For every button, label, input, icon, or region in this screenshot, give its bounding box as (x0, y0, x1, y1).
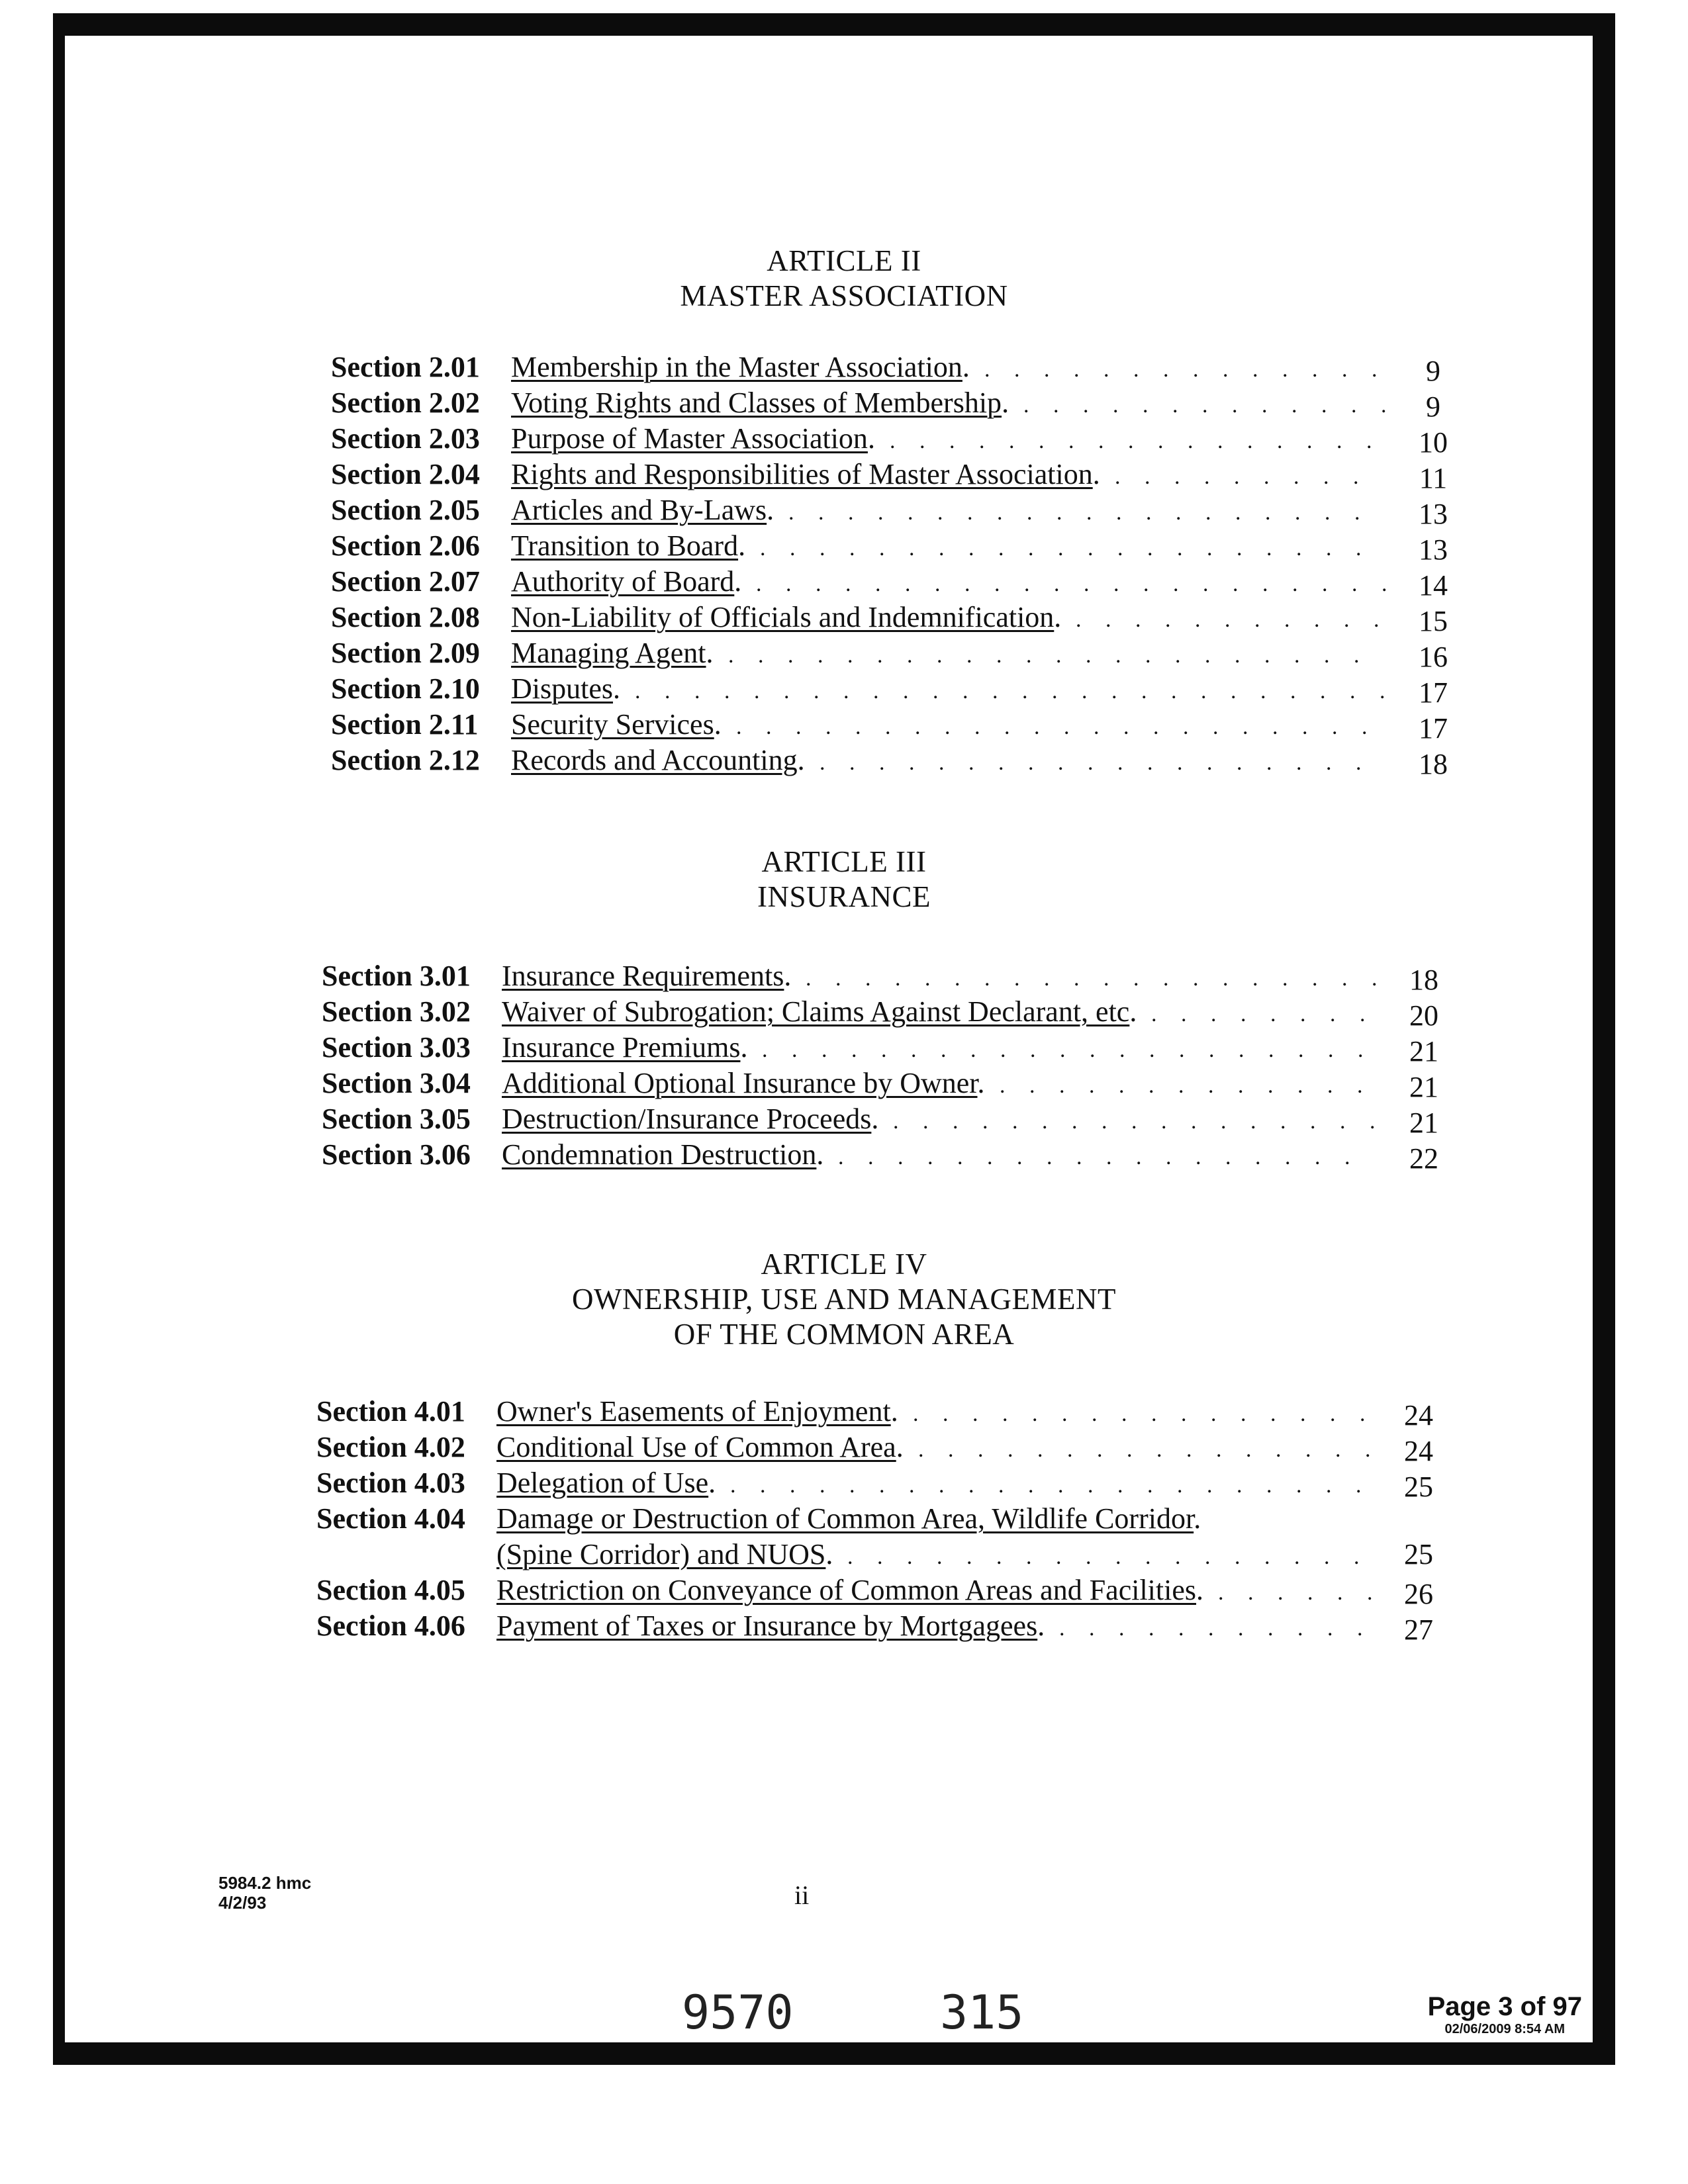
section-number: Section 3.02 (322, 995, 471, 1028)
section-title: Condemnation Destruction (502, 1138, 817, 1171)
toc-entry: Section 2.01 Membership in the Master Association. . . . . . . . . . . . . . . 9 (331, 349, 1456, 385)
page-number: 21 (1409, 1107, 1438, 1139)
dot-leader: . . . . . . . . . . . . . . . . . . . . . . (756, 572, 1397, 596)
article-number: ARTICLE IV (761, 1248, 927, 1281)
dot-leader: . . . . . . . . (1151, 1002, 1375, 1026)
page-number: 25 (1404, 1471, 1433, 1503)
section-number: Section 2.06 (331, 529, 480, 562)
section-title: Voting Rights and Classes of Membership (511, 387, 1002, 419)
section-title: Authority of Board (511, 565, 735, 598)
dot-leader: . . . . . . . . . . . (1059, 1616, 1372, 1641)
article-subtitle: OF THE COMMON AREA (673, 1318, 1015, 1351)
page-number: 10 (1419, 426, 1448, 459)
section-title: Delegation of Use (496, 1467, 709, 1499)
dot-leader: . . . . . . . . . . . . . . . . . . . . . (762, 1038, 1373, 1062)
article-ii-heading (0, 244, 1688, 314)
timestamp-label: 02/06/2009 8:54 AM (1444, 2022, 1566, 2036)
toc-entry: Section 4.01 Owner's Easements of Enjoyment. . . . . . . . . . . . . . . . . 24 (316, 1394, 1442, 1430)
dot-leader: . . . . . . . . . . . . . . . . . . . . (806, 966, 1387, 991)
page-number: 20 (1409, 999, 1438, 1032)
section-title: Additional Optional Insurance by Owner (502, 1067, 978, 1099)
page-number: 25 (1404, 1538, 1433, 1570)
section-title: Records and Accounting (511, 744, 798, 776)
toc-article-iv (316, 1394, 1442, 1644)
section-number: Section 3.01 (322, 960, 471, 992)
section-title-continued: (Spine Corridor) and NUOS (496, 1538, 826, 1570)
toc-article-ii (331, 349, 1456, 778)
section-title: Damage or Destruction of Common Area, Wildlife Corridor (496, 1502, 1194, 1535)
section-title: Rights and Responsibilities of Master Association (511, 458, 1093, 490)
doc-date: 4/2/93 (218, 1893, 267, 1913)
section-number: Section 2.02 (331, 387, 480, 419)
dot-leader: . . . . . . . . . . . . . (1000, 1073, 1372, 1098)
article-iv-heading (0, 1247, 1688, 1352)
section-number: Section 4.04 (316, 1502, 465, 1535)
article-number: ARTICLE III (761, 845, 927, 878)
section-title: Non-Liability of Officials and Indemnification (511, 601, 1055, 633)
dot-leader: . . . . . . . . . . . . . . . . . . . . (788, 500, 1370, 525)
page-number: 13 (1419, 533, 1448, 566)
toc-entry: Section 4.06 Payment of Taxes or Insurance by Mortgagees. . . . . . . . . . . . 27 (316, 1608, 1442, 1644)
section-number: Section 2.09 (331, 637, 480, 669)
toc-entry: Section 3.04 Additional Optional Insurance by Owner. . . . . . . . . . . . . . 21 (322, 1066, 1447, 1101)
page-number: 15 (1419, 605, 1448, 637)
toc-entry: Section 4.05 Restriction on Conveyance of Common Areas and Facilities. . . . . . . 26 (316, 1572, 1442, 1608)
section-number: Section 3.05 (322, 1103, 471, 1135)
dot-leader: . . . . . . . . . . . . . . . . . (890, 429, 1382, 453)
page-number: 17 (1419, 676, 1448, 709)
toc-entry: Section 3.02 Waiver of Subrogation; Claims Against Declarant, etc. . . . . . . . . 20 (322, 994, 1447, 1030)
section-title: Transition to Board (511, 529, 739, 562)
dot-leader: . . . . . . . . . . . . . . . . . . . . . . . . . . (635, 679, 1395, 704)
dot-leader: . . . . . . . . . (1115, 465, 1368, 489)
section-title: Destruction/Insurance Proceeds (502, 1103, 872, 1135)
section-number: Section 3.06 (322, 1138, 471, 1171)
section-title: Owner's Easements of Enjoyment (496, 1395, 891, 1428)
toc-entry: Section 4.03 Delegation of Use. . . . . . . . . . . . . . . . . . . . . . . 25 (316, 1465, 1442, 1501)
dot-leader: . . . . . . . . . . . . . . . . . . . . . . (730, 1473, 1371, 1498)
section-number: Section 2.07 (331, 565, 480, 598)
handwritten-number-right: 315 (940, 1985, 1024, 2040)
article-title: INSURANCE (757, 880, 931, 913)
page-number: 17 (1419, 712, 1448, 745)
page-number: 24 (1404, 1435, 1433, 1467)
page-number: 14 (1419, 569, 1448, 602)
section-number: Section 2.11 (331, 708, 479, 741)
toc-entry: Section 2.02 Voting Rights and Classes of Membership. . . . . . . . . . . . . . 9 (331, 385, 1456, 421)
page-number: 9 (1426, 355, 1440, 387)
dot-leader: . . . . . . . . . . . . . . . . . . (847, 1545, 1369, 1569)
toc-article-iii (322, 958, 1447, 1173)
page-number: 27 (1404, 1614, 1433, 1646)
toc-entry: Section 3.05 Destruction/Insurance Proceeds. . . . . . . . . . . . . . . . . . 21 (322, 1101, 1447, 1137)
page-stamp (1428, 1992, 1582, 2037)
section-number: Section 4.06 (316, 1610, 465, 1642)
page-number: 21 (1409, 1071, 1438, 1103)
section-number: Section 4.03 (316, 1467, 465, 1499)
section-title: Articles and By-Laws (511, 494, 767, 526)
page-number: 18 (1409, 964, 1438, 996)
article-title: MASTER ASSOCIATION (680, 279, 1008, 312)
handwritten-number-left: 9570 (682, 1985, 794, 2040)
dot-leader: . . . . . . . . . . . . . . . . . (893, 1109, 1385, 1134)
dot-leader: . . . . . . . . . . . . . . (984, 357, 1387, 382)
toc-entry: Section 2.05 Articles and By-Laws. . . . . . . . . . . . . . . . . . . . . 13 (331, 492, 1456, 528)
toc-entry: Section 4.02 Conditional Use of Common Area. . . . . . . . . . . . . . . . . 24 (316, 1430, 1442, 1465)
article-iii-heading (0, 844, 1688, 915)
section-title: Restriction on Conveyance of Common Areas and Facilities (496, 1574, 1197, 1606)
section-title: Managing Agent (511, 637, 706, 669)
dot-leader: . . . . . . . . . . . . . . . . . . (838, 1145, 1360, 1169)
toc-entry: Section 3.03 Insurance Premiums. . . . . . . . . . . . . . . . . . . . . . 21 (322, 1030, 1447, 1066)
dot-leader: . . . . . . . . . . . . . . . . (918, 1437, 1380, 1462)
section-title: Security Services (511, 708, 714, 741)
section-title: Insurance Premiums (502, 1031, 741, 1064)
section-number: Section 2.10 (331, 672, 480, 705)
page-number: 24 (1404, 1399, 1433, 1432)
toc-entry: Section 2.07 Authority of Board. . . . . . . . . . . . . . . . . . . . . . . 14 (331, 564, 1456, 600)
doc-code: 5984.2 hmc (218, 1873, 312, 1893)
page-number: 21 (1409, 1035, 1438, 1068)
toc-entry: Section 4.04 Damage or Destruction of Common Area, Wildlife Corridor. (Spine Corridor) and NUOS. . . . . . . . . . . . . . . . . . . 25 (316, 1501, 1442, 1572)
section-number: Section 4.01 (316, 1395, 465, 1428)
toc-entry: Section 2.06 Transition to Board. . . . . . . . . . . . . . . . . . . . . . 13 (331, 528, 1456, 564)
toc-entry: Section 2.04 Rights and Responsibilities of Master Association. . . . . . . . . . 11 (331, 457, 1456, 492)
toc-entry: Section 2.11 Security Services. . . . . . . . . . . . . . . . . . . . . . . 17 (331, 707, 1456, 743)
section-title: Membership in the Master Association (511, 351, 962, 383)
toc-entry: Section 2.08 Non-Liability of Officials and Indemnification. . . . . . . . . . . . 15 (331, 600, 1456, 635)
dot-leader: . . . . . . (1218, 1580, 1382, 1605)
section-title: Disputes (511, 672, 613, 705)
section-number: Section 2.12 (331, 744, 480, 776)
roman-page-number: ii (794, 1880, 810, 1910)
toc-entry: Section 2.09 Managing Agent. . . . . . . . . . . . . . . . . . . . . . . 16 (331, 635, 1456, 671)
section-title: Purpose of Master Association (511, 422, 868, 455)
section-number: Section 3.04 (322, 1067, 471, 1099)
section-title: Conditional Use of Common Area (496, 1431, 896, 1463)
page-of-label: Page 3 of 97 (1427, 1992, 1582, 2021)
dot-leader: . . . . . . . . . . . . . (1023, 393, 1396, 418)
page-number: 9 (1426, 390, 1440, 423)
page-number: 16 (1419, 641, 1448, 673)
section-number: Section 4.02 (316, 1431, 465, 1463)
section-number: Section 2.04 (331, 458, 480, 490)
toc-entry: Section 2.12 Records and Accounting. . . . . . . . . . . . . . . . . . . . 18 (331, 743, 1456, 778)
dot-leader: . . . . . . . . . . . (1076, 608, 1389, 632)
document-code (218, 1873, 311, 1913)
page-number: 13 (1419, 498, 1448, 530)
section-title: Waiver of Subrogation; Claims Against Declarant, etc (502, 995, 1130, 1028)
toc-entry: Section 3.06 Condemnation Destruction. . . . . . . . . . . . . . . . . . . 22 (322, 1137, 1447, 1173)
article-number: ARTICLE II (767, 244, 921, 277)
section-number: Section 3.03 (322, 1031, 471, 1064)
article-title: OWNERSHIP, USE AND MANAGEMENT (571, 1283, 1117, 1316)
dot-leader: . . . . . . . . . . . . . . . . (913, 1402, 1375, 1426)
page-number: 11 (1419, 462, 1448, 494)
section-number: Section 2.03 (331, 422, 480, 455)
dot-leader: . . . . . . . . . . . . . . . . . . . . . . (736, 715, 1377, 739)
page-number: 26 (1404, 1578, 1433, 1610)
section-number: Section 2.01 (331, 351, 480, 383)
toc-entry: Section 3.01 Insurance Requirements. . . . . . . . . . . . . . . . . . . . . 18 (322, 958, 1447, 994)
section-title: Payment of Taxes or Insurance by Mortgagees (496, 1610, 1038, 1642)
section-number: Section 2.08 (331, 601, 480, 633)
dot-leader: . . . . . . . . . . . . . . . . . . . . . (760, 536, 1371, 561)
page-number: 18 (1419, 748, 1448, 780)
section-number: Section 4.05 (316, 1574, 465, 1606)
toc-entry: Section 2.10 Disputes. . . . . . . . . . . . . . . . . . . . . . . . . . . 17 (331, 671, 1456, 707)
section-number: Section 2.05 (331, 494, 480, 526)
dot-leader: . . . . . . . . . . . . . . . . . . . (820, 751, 1371, 775)
dot-leader: . . . . . . . . . . . . . . . . . . . . . . (728, 643, 1369, 668)
section-title: Insurance Requirements (502, 960, 784, 992)
toc-entry: Section 2.03 Purpose of Master Association. . . . . . . . . . . . . . . . . . 10 (331, 421, 1456, 457)
page-number: 22 (1409, 1142, 1438, 1175)
